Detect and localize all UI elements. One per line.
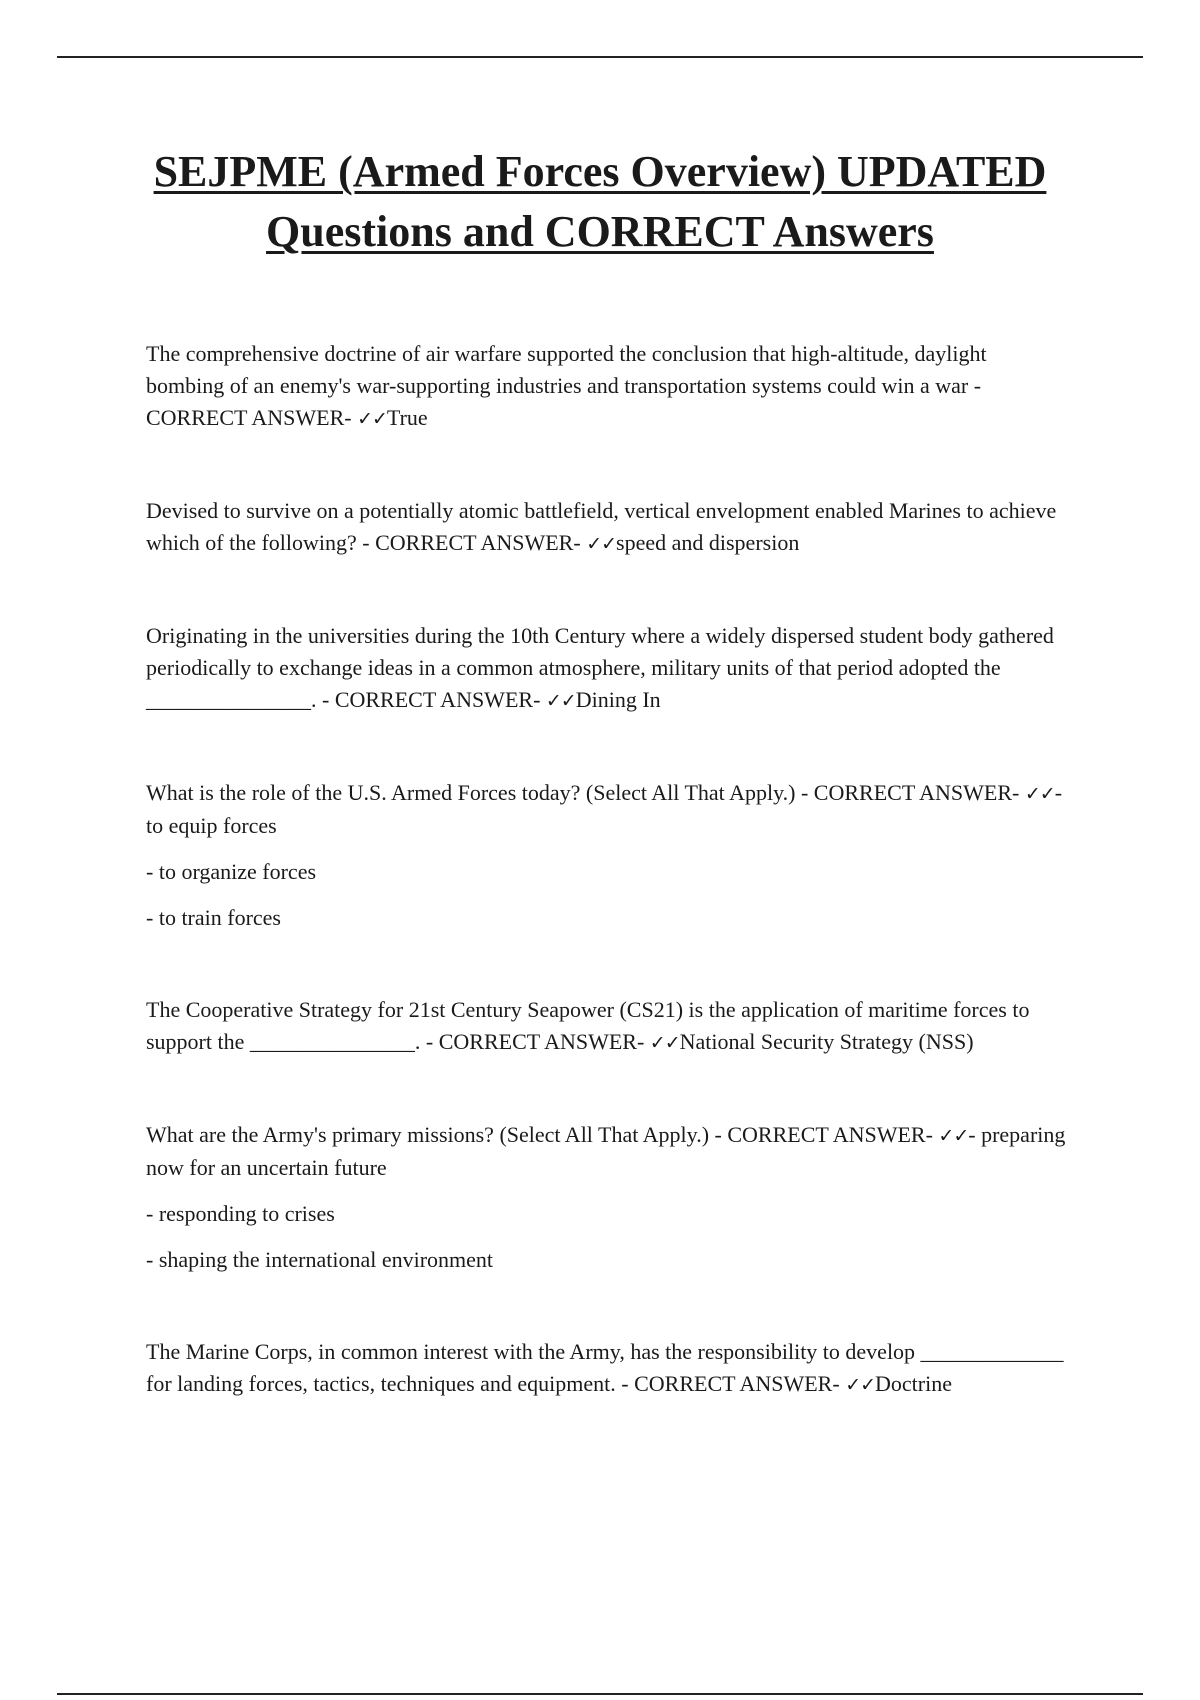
question-text: What is the role of the U.S. Armed Forces today? (Select All That Apply.)	[146, 780, 796, 805]
answer-extra-line: - to train forces	[146, 905, 281, 930]
answer-text: National Security Strategy (NSS)	[679, 1029, 974, 1054]
qa-item-2	[146, 495, 1066, 560]
qa-list	[146, 338, 1066, 1401]
check-icon: ✓✓	[545, 690, 576, 712]
qa-paragraph	[146, 1336, 1066, 1401]
question-text: The comprehensive doctrine of air warfare supported the conclusion that high-altitude, daylight bombing of an enemy's war-supporting industries and transportation systems could win a war	[146, 341, 987, 398]
question-text: Originating in the universities during the 10th Century where a widely dispersed student body gathered periodically to exchange ideas in a common atmosphere, military units of that period adopted the _______________.	[146, 623, 1054, 712]
answer-text: True	[386, 405, 428, 430]
qa-paragraph	[146, 994, 1066, 1059]
answer-marker: - CORRECT ANSWER-	[795, 780, 1025, 805]
qa-paragraph	[146, 1119, 1066, 1184]
answer-marker: - CORRECT ANSWER-	[615, 1371, 846, 1396]
answer-extra-line: - responding to crises	[146, 1201, 335, 1226]
answer-text: - preparing now for an uncertain future	[146, 1122, 1066, 1180]
check-icon: ✓✓	[649, 1032, 680, 1054]
answer-extra-line: - to organize forces	[146, 859, 317, 884]
document-title: SEJPME (Armed Forces Overview) UPDATED Questions and CORRECT Answers	[153, 147, 1047, 256]
answer-text: speed and dispersion	[616, 530, 800, 555]
check-icon: ✓✓	[845, 1374, 876, 1396]
check-icon: ✓✓	[357, 408, 387, 430]
answer-text: Dining In	[575, 687, 661, 712]
answer-marker: - CORRECT ANSWER-	[146, 373, 982, 430]
qa-item-1	[146, 338, 1066, 435]
answer-marker: - CORRECT ANSWER-	[316, 687, 546, 712]
qa-paragraph	[146, 338, 1066, 435]
question-text: What are the Army's primary missions? (Select All That Apply.)	[146, 1122, 710, 1147]
check-icon: ✓✓	[586, 533, 617, 555]
qa-paragraph	[146, 495, 1066, 560]
question-text: The Cooperative Strategy for 21st Century Seapower (CS21) is the application of maritime forces to support the _______________.	[146, 997, 1030, 1054]
answer-extra-line: - shaping the international environment	[146, 1247, 494, 1272]
qa-paragraph	[146, 620, 1066, 717]
qa-item-6	[146, 1119, 1066, 1276]
qa-item-5	[146, 994, 1066, 1059]
qa-paragraph	[146, 777, 1066, 842]
qa-item-7	[146, 1336, 1066, 1401]
check-icon: ✓✓	[938, 1125, 969, 1147]
answer-marker: - CORRECT ANSWER-	[709, 1122, 939, 1147]
qa-item-4	[146, 777, 1066, 934]
answer-text: - to equip forces	[146, 780, 1063, 838]
answer-text: Doctrine	[875, 1371, 952, 1396]
answer-marker: - CORRECT ANSWER-	[356, 530, 587, 555]
answer-marker: - CORRECT ANSWER-	[420, 1029, 650, 1054]
question-text: The Marine Corps, in common interest with the Army, has the responsibility to develop _____________ for landing forces, tactics, techniques and equipment.	[146, 1339, 1064, 1396]
question-text: Devised to survive on a potentially atomic battlefield, vertical envelopment enabled Marines to achieve which of the following?	[146, 498, 1057, 555]
qa-item-3	[146, 620, 1066, 717]
bottom-rule	[57, 1693, 1143, 1695]
check-icon: ✓✓	[1024, 783, 1055, 805]
top-rule	[57, 56, 1143, 58]
